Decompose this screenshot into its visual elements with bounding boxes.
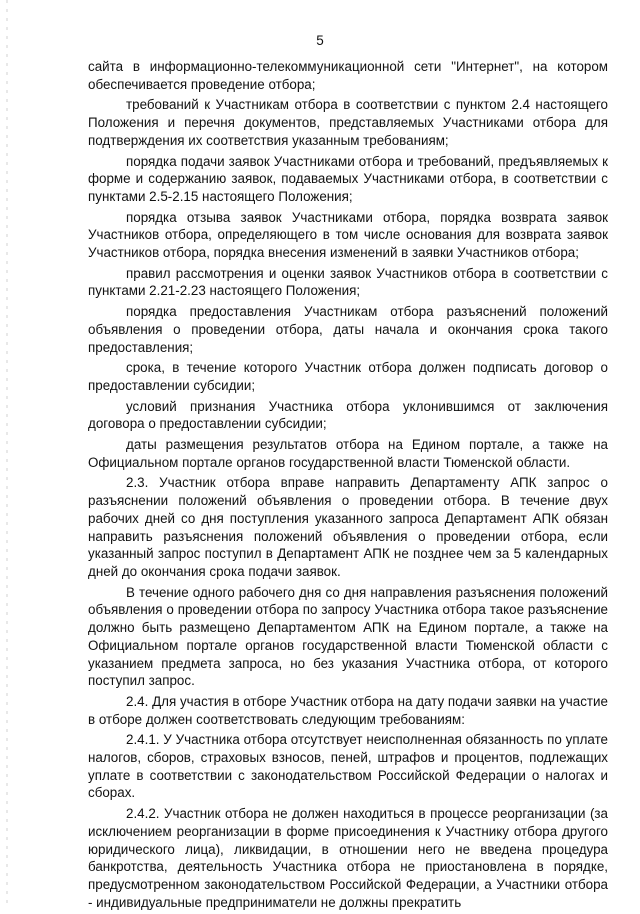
paragraph: В течение одного рабочего дня со дня направления разъяснения положений объявления о проведении отбора по запросу Участника отбора такое разъяснение должно быть размещено Департаментом АПК на Едином портале, а также на Официальном портале органов государственной власти Тюменской области с указанием предмета запроса, но без указания Участника отбора, от которого поступил запрос. [88, 584, 608, 689]
paragraph: условий признания Участника отбора уклонившимся от заключения договора о предоставлении субсидии; [88, 398, 608, 432]
paragraph: 2.3. Участник отбора вправе направить Департаменту АПК запрос о разъяснении положений объявления о проведении отбора. В течение двух рабочих дней со дня поступления указанного запроса Департамент АПК обязан направить разъяснения положений объявления о проведении отбора, если указанный запрос поступил в Департамент АПК не позднее чем за 5 календарных дней до окончания срока подачи заявок. [88, 475, 608, 579]
paragraph: порядка предоставления Участникам отбора разъяснений положений объявления о проведении отбора, даты начала и окончания срока такого предоставления; [88, 304, 608, 355]
page-number: 5 [316, 33, 324, 48]
paragraph: 2.4. Для участия в отборе Участник отбора на дату подачи заявки на участие в отборе должен соответствовать следующим требованиям: [88, 693, 608, 727]
paragraph: правил рассмотрения и оценки заявок Участников отбора в соответствии с пунктами 2.21-2.23 настоящего Положения; [88, 265, 608, 299]
paragraph: даты размещения результатов отбора на Едином портале, а также на Официальном портале органов государственной власти Тюменской области. [88, 437, 608, 470]
paragraph: срока, в течение которого Участник отбора должен подписать договор о предоставлении субсидии; [88, 360, 608, 393]
paragraph: сайта в информационно-телекоммуникационной сети "Интернет", на котором обеспечивается проведение отбора; [88, 59, 608, 92]
scan-edge-artifact [6, 0, 8, 905]
paragraph: порядка отзыва заявок Участниками отбора, порядка возврата заявок Участников отбора, определяющего в том числе основания для возврата заявок Участников отбора, порядка внесения изменений в заявки Участников отбора; [88, 209, 608, 261]
document-body [88, 58, 608, 914]
paragraph: 2.4.1. У Участника отбора отсутствует неисполненная обязанность по уплате налогов, сборов, страховых взносов, пеней, штрафов и процентов, подлежащих уплате в соответствии с законодательством Российской Федерации о налогах и сборах. [88, 732, 608, 801]
paragraph: требований к Участникам отбора в соответствии с пунктом 2.4 настоящего Положения и перечня документов, представляемых Участниками отбора для подтверждения их соответствия указанным требованиям; [88, 97, 608, 148]
paragraph: 2.4.2. Участник отбора не должен находиться в процессе реорганизации (за исключением реорганизации в форме присоединения к Участнику отбора другого юридического лица), ликвидации, в отношении него не введена процедура банкротства, деятельность Участника отбора не приостановлена в порядке, предусмотренном законодательством Российской Федерации, а Участники отбора - индивидуальные предприниматели не должны прекратить [88, 806, 608, 910]
paragraph: порядка подачи заявок Участниками отбора и требований, предъявляемых к форме и содержанию заявок, подаваемых Участниками отбора, в соответствии с пунктами 2.5-2.15 настоящего Положения; [88, 153, 608, 204]
